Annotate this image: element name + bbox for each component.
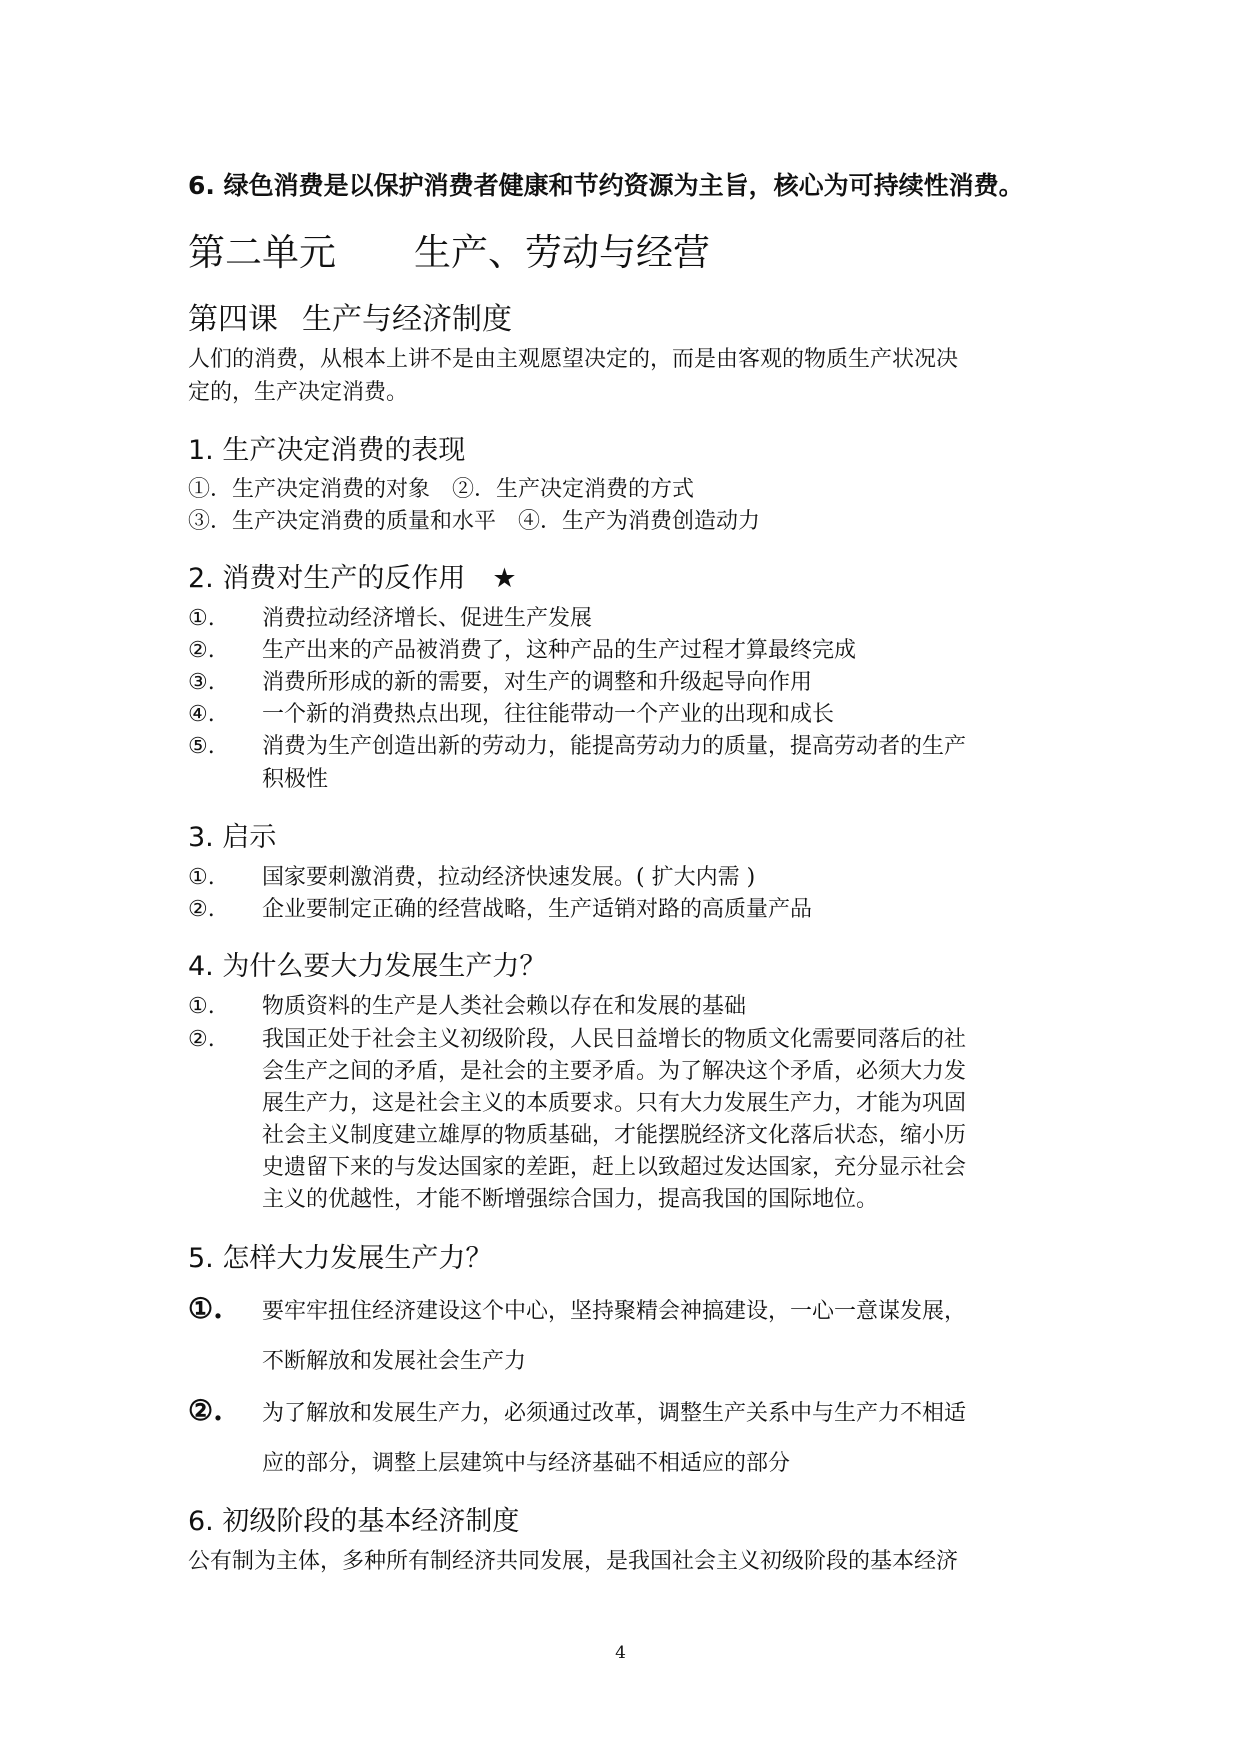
item-number: ③.	[188, 670, 215, 695]
item-text: 为了解放和发展生产力，必须通过改革，调整生产关系中与生产力不相适	[262, 1401, 967, 1426]
item-number: ①.	[188, 994, 215, 1019]
section-heading: 6. 初级阶段的基本经济制度	[188, 1506, 520, 1537]
item-number: ①.	[188, 606, 215, 631]
item-text: 积极性	[262, 767, 329, 792]
section-heading: 5. 怎样大力发展生产力？	[188, 1243, 493, 1274]
item-text: 企业要制定正确的经营战略，生产适销对路的高质量产品	[262, 897, 813, 922]
section-paragraph: 公有制为主体，多种所有制经济共同发展，是我国社会主义初级阶段的基本经济	[188, 1549, 959, 1574]
item-number: ①.	[188, 1292, 223, 1325]
item-text: 物质资料的生产是人类社会赖以存在和发展的基础	[262, 994, 747, 1019]
page-number: 4	[615, 1643, 626, 1663]
lesson-paragraph-line: 定的，生产决定消费。	[188, 380, 409, 405]
item-text: 应的部分，调整上层建筑中与经济基础不相适应的部分	[262, 1451, 791, 1476]
intro-line: 6. 绿色消费是以保护消费者健康和节约资源为主旨，核心为可持续性消费。	[188, 171, 1024, 200]
list-row: ③．生产决定消费的质量和水平 ④．生产为消费创造动力	[188, 509, 761, 534]
section-heading: 1. 生产决定消费的表现	[188, 435, 466, 466]
item-text: 生产出来的产品被消费了，这种产品的生产过程才算最终完成	[262, 638, 857, 663]
unit-title	[188, 222, 710, 276]
item-text: 会生产之间的矛盾，是社会的主要矛盾。为了解决这个矛盾，必须大力发	[262, 1059, 967, 1084]
item-text: 消费拉动经济增长、促进生产发展	[262, 606, 593, 631]
item-text: 社会主义制度建立雄厚的物质基础，才能摆脱经济文化落后状态，缩小历	[262, 1123, 967, 1148]
item-text: 国家要刺激消费，拉动经济快速发展。( 扩大内需 )	[262, 865, 756, 890]
item-text: 史遗留下来的与发达国家的差距，赶上以致超过发达国家，充分显示社会	[262, 1155, 967, 1180]
unit-title-text: 生产、劳动与经营	[414, 231, 710, 274]
item-text: 主义的优越性，才能不断增强综合国力，提高我国的国际地位。	[262, 1187, 879, 1212]
item-text: 消费为生产创造出新的劳动力，能提高劳动力的质量，提高劳动者的生产	[262, 734, 967, 759]
section-heading: 2. 消费对生产的反作用 ★	[188, 563, 517, 594]
item-text: 消费所形成的新的需要，对生产的调整和升级起导向作用	[262, 670, 813, 695]
lesson-title	[188, 294, 512, 338]
item-number: ②.	[188, 1027, 215, 1052]
item-text: 我国正处于社会主义初级阶段，人民日益增长的物质文化需要同落后的社	[262, 1027, 967, 1052]
lesson-paragraph-line: 人们的消费，从根本上讲不是由主观愿望决定的，而是由客观的物质生产状况决	[188, 347, 959, 372]
lesson-title-text: 生产与经济制度	[302, 302, 512, 337]
item-text: 一个新的消费热点出现，往往能带动一个产业的出现和成长	[262, 702, 835, 727]
item-text: 不断解放和发展社会生产力	[262, 1349, 527, 1374]
item-text: 展生产力，这是社会主义的本质要求。只有大力发展生产力，才能为巩固	[262, 1091, 967, 1116]
item-number: ④.	[188, 702, 215, 727]
item-number: ②.	[188, 638, 215, 663]
item-number: ①.	[188, 865, 215, 890]
item-number: ⑤.	[188, 734, 215, 759]
item-text: 要牢牢扭住经济建设这个中心，坚持聚精会神搞建设，一心一意谋发展，	[262, 1299, 967, 1324]
item-number: ②.	[188, 897, 215, 922]
lesson-title-number: 第四课	[188, 302, 278, 337]
section-heading: 4. 为什么要大力发展生产力？	[188, 951, 547, 982]
section-heading: 3. 启示	[188, 822, 277, 853]
item-number: ②.	[188, 1394, 223, 1427]
list-row: ①．生产决定消费的对象 ②．生产决定消费的方式	[188, 477, 695, 502]
unit-title-number: 第二单元	[188, 231, 336, 274]
